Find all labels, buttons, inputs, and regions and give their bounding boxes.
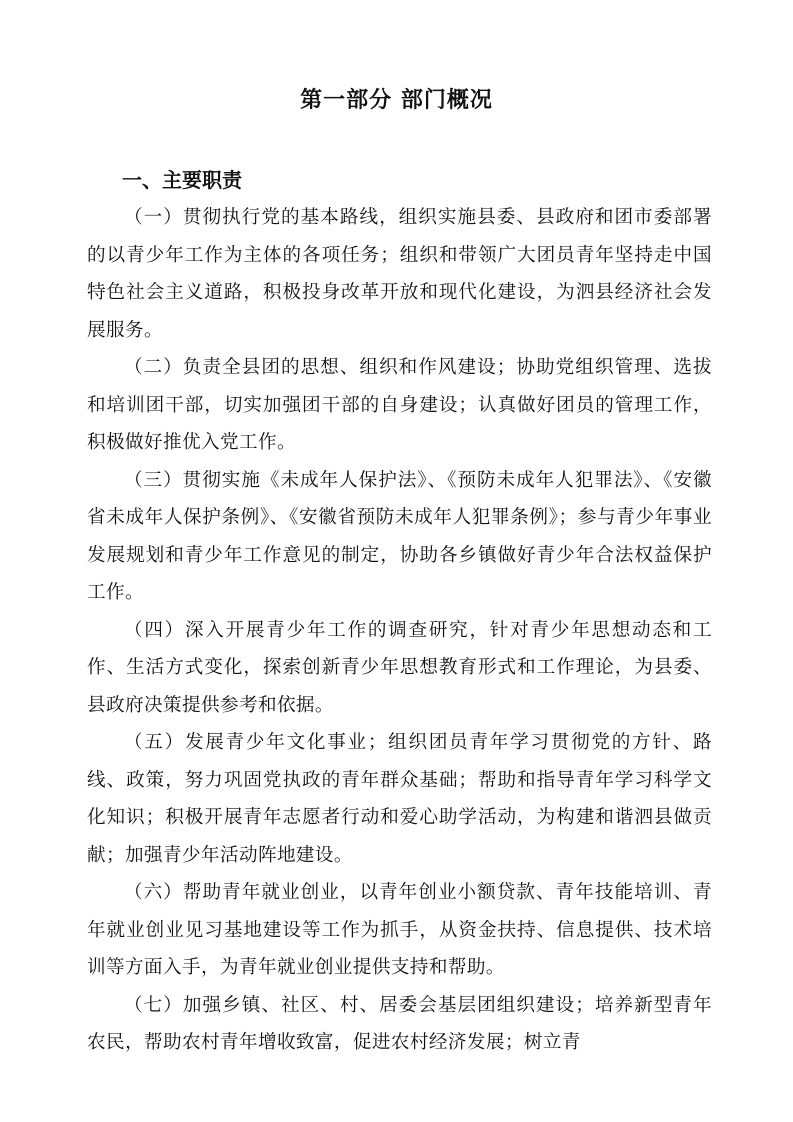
paragraph-3: （三）贯彻实施《未成年人保护法》、《预防未成年人犯罪法》、《安徽省未成年人保护条例》、《安徽省预防未成年人犯罪条例》；参与青少年事业发展规划和青少年工作意见的制定，协助各乡镇做好青少年合法权益保护工作。 [87, 469, 712, 603]
document-body [87, 199, 712, 1062]
paragraph-2: （二）负责全县团的思想、组织和作风建设；协助党组织管理、选拔和培训团干部，切实加强团干部的自身建设；认真做好团员的管理工作，积极做好推优入党工作。 [87, 357, 712, 453]
paragraph-4: （四）深入开展青少年工作的调查研究，针对青少年思想动态和工作、生活方式变化，探索创新青少年思想教育形式和工作理论，为县委、县政府决策提供参考和依据。 [87, 619, 712, 716]
section-heading-main-duties: 一、主要职责 [122, 168, 242, 192]
page-title: 第一部分 部门概况 [300, 88, 493, 113]
paragraph-5: （五）发展青少年文化事业；组织团员青年学习贯彻党的方针、路线、政策，努力巩固党执政的青年群众基础；帮助和指导青年学习科学文化知识；积极开展青年志愿者行动和爱心助学活动，为构建和谐泗县做贡献；加强青少年活动阵地建设。 [87, 732, 712, 866]
paragraph-6: （六）帮助青年就业创业，以青年创业小额贷款、青年技能培训、青年就业创业见习基地建设等工作为抓手，从资金扶持、信息提供、技术培训等方面入手，为青年就业创业提供支持和帮助。 [87, 882, 712, 978]
paragraph-1: （一）贯彻执行党的基本路线，组织实施县委、县政府和团市委部署的以青少年工作为主体的各项任务；组织和带领广大团员青年坚持走中国特色社会主义道路，积极投身改革开放和现代化建设，为泗县经济社会发展服务。 [87, 207, 712, 341]
paragraph-7: （七）加强乡镇、社区、村、居委会基层团组织建设；培养新型青年农民，帮助农村青年增收致富，促进农村经济发展；树立青 [87, 994, 712, 1053]
